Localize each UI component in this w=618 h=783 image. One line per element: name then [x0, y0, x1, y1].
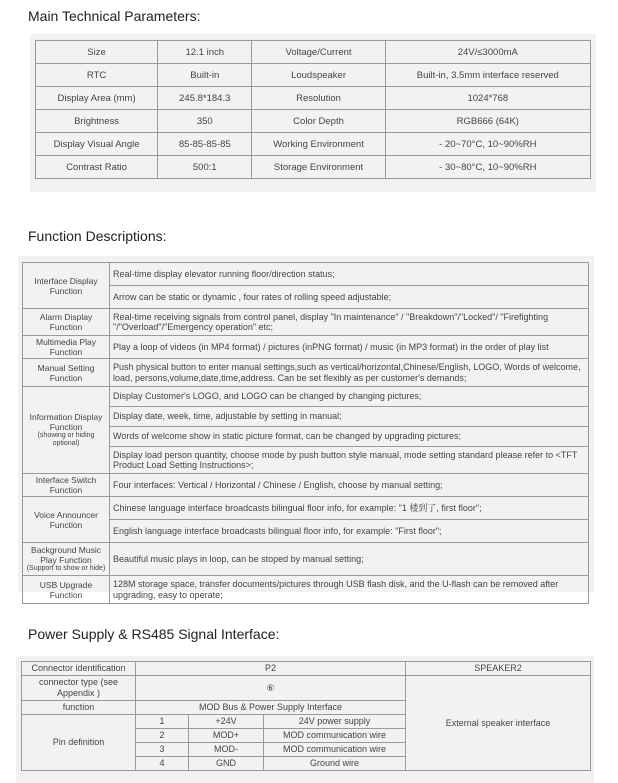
table-row: [36, 133, 591, 156]
function-label: USB Upgrade Function: [23, 576, 110, 604]
param-name: Voltage/Current: [252, 41, 385, 64]
table-row: [23, 359, 589, 387]
speaker-description: External speaker interface: [406, 676, 591, 771]
connector-type-label: connector type (see Appendix ): [22, 676, 136, 701]
function-descriptions-table: [22, 262, 589, 604]
p2-header: P2: [136, 662, 406, 676]
function-desc: Real-time receiving signals from control panel, display "In maintenance" / "Breakdown"/"Locked"/ "Firefighting "/"Overload"/"Emergency operation" etc;: [110, 309, 589, 336]
param-name: Display Visual Angle: [36, 133, 158, 156]
pin-number: 3: [136, 743, 189, 757]
param-name: Storage Environment: [252, 156, 385, 179]
param-value: 245.8*184.3: [158, 87, 252, 110]
function-label-text: Background Music Play Function: [31, 545, 101, 565]
function-desc: Words of welcome show in static picture format, can be changed by upgrading pictures;: [110, 427, 589, 447]
param-name: Color Depth: [252, 110, 385, 133]
param-name: Contrast Ratio: [36, 156, 158, 179]
param-value: Built-in, 3.5mm interface reserved: [385, 64, 590, 87]
function-desc: English language interface broadcasts bilingual floor info, for example: "First floor";: [110, 520, 589, 543]
param-value: 500:1: [158, 156, 252, 179]
table-row: [36, 87, 591, 110]
pin-number: 1: [136, 715, 189, 729]
pin-number: 2: [136, 729, 189, 743]
param-value: 350: [158, 110, 252, 133]
table-row: [36, 156, 591, 179]
function-value: MOD Bus & Power Supply Interface: [136, 701, 406, 715]
pin-description: MOD communication wire: [264, 729, 406, 743]
pin-signal: GND: [189, 757, 264, 771]
table-row: [23, 576, 589, 604]
function-desc: Display date, week, time, adjustable by setting in manual;: [110, 407, 589, 427]
param-name: Loudspeaker: [252, 64, 385, 87]
technical-parameters-table: [35, 40, 591, 179]
function-desc: Play a loop of videos (in MP4 format) / pictures (inPNG format) / music (in MP3 format) in the order of play list: [110, 336, 589, 359]
function-label-text: Information Display Function: [29, 412, 103, 432]
function-label: Alarm Display Function: [23, 309, 110, 336]
param-value: - 20~70°C, 10~90%RH: [385, 133, 590, 156]
param-value: 12.1 inch: [158, 41, 252, 64]
function-desc: 128M storage space, transfer documents/pictures through USB flash disk, and the U-flash can be removed after upgrading, easy to operate;: [110, 576, 589, 604]
function-desc: Display load person quantity, choose mode by push button style manual, mode setting standard please refer to <TFT Product Load Setting Instructions>;: [110, 447, 589, 474]
function-label: Manual Setting Function: [23, 359, 110, 387]
param-value: RGB666 (64K): [385, 110, 590, 133]
pin-description: Ground wire: [264, 757, 406, 771]
technical-parameters-title: Main Technical Parameters:: [28, 8, 201, 24]
connector-label: Connector identification: [22, 662, 136, 676]
table-row: [36, 41, 591, 64]
param-value: Built-in: [158, 64, 252, 87]
param-name: Working Environment: [252, 133, 385, 156]
function-desc: Four interfaces: Vertical / Horizontal / Chinese / English, choose by manual setting;: [110, 474, 589, 497]
power-supply-table: [21, 661, 591, 771]
table-row: [23, 497, 589, 520]
function-desc: Push physical button to enter manual settings,such as vertical/horizontal,Chinese/English, LOGO, Words of welcome, load, persons,volume,date,time,address. Can be set flexibly as per customer's demands;: [110, 359, 589, 387]
pin-signal: MOD-: [189, 743, 264, 757]
power-supply-title: Power Supply & RS485 Signal Interface:: [28, 626, 280, 642]
table-row: [36, 110, 591, 133]
function-label: [23, 543, 110, 576]
param-name: Brightness: [36, 110, 158, 133]
function-descriptions-title: Function Descriptions:: [28, 228, 167, 244]
function-desc: Display Customer's LOGO, and LOGO can be changed by changing pictures;: [110, 387, 589, 407]
param-name: Size: [36, 41, 158, 64]
function-label-note: (showing or hiding optional): [37, 432, 95, 447]
param-name: Resolution: [252, 87, 385, 110]
function-desc: Arrow can be static or dynamic , four rates of rolling speed adjustable;: [110, 286, 589, 309]
pin-signal: MOD+: [189, 729, 264, 743]
pin-definition-label: Pin definition: [22, 715, 136, 771]
table-row: [23, 387, 589, 407]
table-row: [23, 309, 589, 336]
function-label-note: (Support to show or hide): [26, 565, 106, 572]
function-label: Multimedia Play Function: [23, 336, 110, 359]
table-row: [23, 336, 589, 359]
table-row: [23, 543, 589, 576]
param-value: - 30~80°C, 10~90%RH: [385, 156, 590, 179]
table-row: [23, 263, 589, 286]
table-row: [22, 662, 591, 676]
function-desc: Beautiful music plays in loop, can be stoped by manual setting;: [110, 543, 589, 576]
connector-type-value: ⑥: [136, 676, 406, 701]
table-row: [23, 474, 589, 497]
table-row: [36, 64, 591, 87]
pin-number: 4: [136, 757, 189, 771]
param-value: 85-85-85-85: [158, 133, 252, 156]
param-name: RTC: [36, 64, 158, 87]
function-label: [23, 387, 110, 474]
function-label: Interface Switch Function: [23, 474, 110, 497]
function-label: Interface Display Function: [23, 263, 110, 309]
function-desc: Chinese language interface broadcasts bilingual floor info, for example: "1 楼到了, first floor";: [110, 497, 589, 520]
pin-description: MOD communication wire: [264, 743, 406, 757]
function-label: Voice Announcer Function: [23, 497, 110, 543]
function-label: function: [22, 701, 136, 715]
function-desc: Real-time display elevator running floor/direction status;: [110, 263, 589, 286]
pin-signal: +24V: [189, 715, 264, 729]
param-name: Display Area (mm): [36, 87, 158, 110]
param-value: 1024*768: [385, 87, 590, 110]
pin-description: 24V power supply: [264, 715, 406, 729]
param-value: 24V/≤3000mA: [385, 41, 590, 64]
speaker2-header: SPEAKER2: [406, 662, 591, 676]
table-row: [22, 676, 591, 701]
